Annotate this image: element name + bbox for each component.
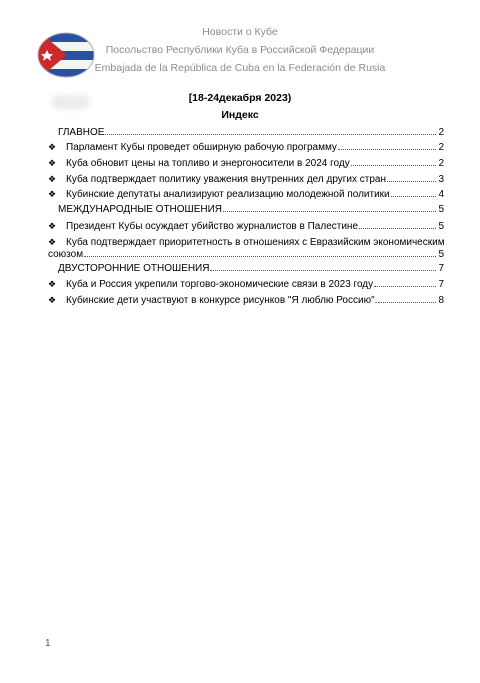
toc-item-title: Президент Кубы осуждает убийство журналистов в Палестине bbox=[66, 221, 359, 232]
toc-section[interactable] bbox=[58, 203, 444, 216]
date-range: [18-24декабря 2023) bbox=[188, 92, 292, 104]
toc-item[interactable] bbox=[66, 188, 444, 201]
toc-item-title: Кубинские депутаты анализируют реализацию молодежной политики bbox=[66, 189, 390, 200]
diamond-bullet-icon: ❖ bbox=[48, 142, 57, 152]
diamond-bullet-icon: ❖ bbox=[48, 221, 57, 231]
toc-page-number: 2 bbox=[438, 127, 444, 138]
toc-item-title: Парламент Кубы проведет обширную рабочую программу bbox=[66, 142, 337, 153]
diamond-bullet-icon: ❖ bbox=[48, 295, 57, 305]
diamond-bullet-icon: ❖ bbox=[48, 279, 57, 289]
toc-leader bbox=[359, 228, 436, 229]
diamond-bullet-icon: ❖ bbox=[48, 237, 57, 247]
toc-leader bbox=[223, 211, 436, 212]
toc-leader bbox=[351, 165, 437, 166]
toc-leader bbox=[105, 134, 436, 135]
toc-item[interactable] bbox=[66, 157, 444, 170]
toc-item[interactable] bbox=[66, 220, 444, 233]
toc-page-number: 5 bbox=[438, 204, 444, 215]
toc-page-number: 3 bbox=[438, 174, 444, 185]
toc-page-number: 5 bbox=[438, 249, 444, 260]
toc-item-title: Куба подтверждает политику уважения внутренних дел других стран bbox=[66, 174, 387, 185]
toc-leader bbox=[378, 302, 436, 303]
toc-page-number: 7 bbox=[438, 279, 444, 290]
toc-leader bbox=[391, 196, 437, 197]
toc-section-title: МЕЖДУНАРОДНЫЕ ОТНОШЕНИЯ bbox=[58, 204, 223, 215]
toc-leader bbox=[387, 181, 436, 182]
header-embassy-es: Embajada de la República de Cuba en la Federación de Rusia bbox=[94, 62, 386, 74]
toc-item[interactable] bbox=[66, 141, 444, 154]
toc-item-title: Куба обновит цены на топливо и энергоносители в 2024 году bbox=[66, 158, 350, 169]
toc-section[interactable] bbox=[58, 262, 444, 275]
page-number: 1 bbox=[45, 638, 51, 649]
toc-page-number: 2 bbox=[438, 142, 444, 153]
toc-item-title: Куба и Россия укрепили торгово-экономические связи в 2023 году bbox=[66, 279, 374, 290]
toc-item-title: Кубинские дети участвуют в конкурсе рисунков "Я люблю Россию". bbox=[66, 295, 378, 306]
toc-leader bbox=[338, 149, 437, 150]
toc-leader bbox=[374, 286, 436, 287]
diamond-bullet-icon: ❖ bbox=[48, 174, 57, 184]
toc-item-title-continued: союзом bbox=[48, 249, 84, 260]
toc-item[interactable] bbox=[66, 173, 444, 186]
toc-leader bbox=[210, 270, 436, 271]
toc-item[interactable] bbox=[66, 278, 444, 291]
toc-page-number: 7 bbox=[438, 263, 444, 274]
toc-page-number: 8 bbox=[438, 295, 444, 306]
toc-item-wrapped-line1[interactable]: Куба подтверждает приоритетность в отношениях с Евразийским экономическим bbox=[66, 237, 445, 248]
document-header bbox=[0, 0, 480, 90]
toc-page-number: 4 bbox=[438, 189, 444, 200]
toc-section[interactable] bbox=[58, 126, 444, 139]
toc-section-title: ГЛАВНОЕ bbox=[58, 127, 105, 138]
header-embassy-ru: Посольство Республики Куба в Российской Федерации bbox=[105, 44, 375, 56]
toc-section-title: ДВУСТОРОННИЕ ОТНОШЕНИЯ bbox=[58, 263, 210, 274]
toc-leader bbox=[84, 256, 436, 257]
toc-item[interactable] bbox=[66, 294, 444, 307]
toc-item-wrapped-line2[interactable] bbox=[48, 248, 444, 261]
toc-page-number: 5 bbox=[438, 221, 444, 232]
index-title: Индекс bbox=[221, 109, 259, 121]
diamond-bullet-icon: ❖ bbox=[48, 189, 57, 199]
diamond-bullet-icon: ❖ bbox=[48, 158, 57, 168]
header-title: Новости о Кубе bbox=[202, 26, 278, 38]
toc-page-number: 2 bbox=[438, 158, 444, 169]
